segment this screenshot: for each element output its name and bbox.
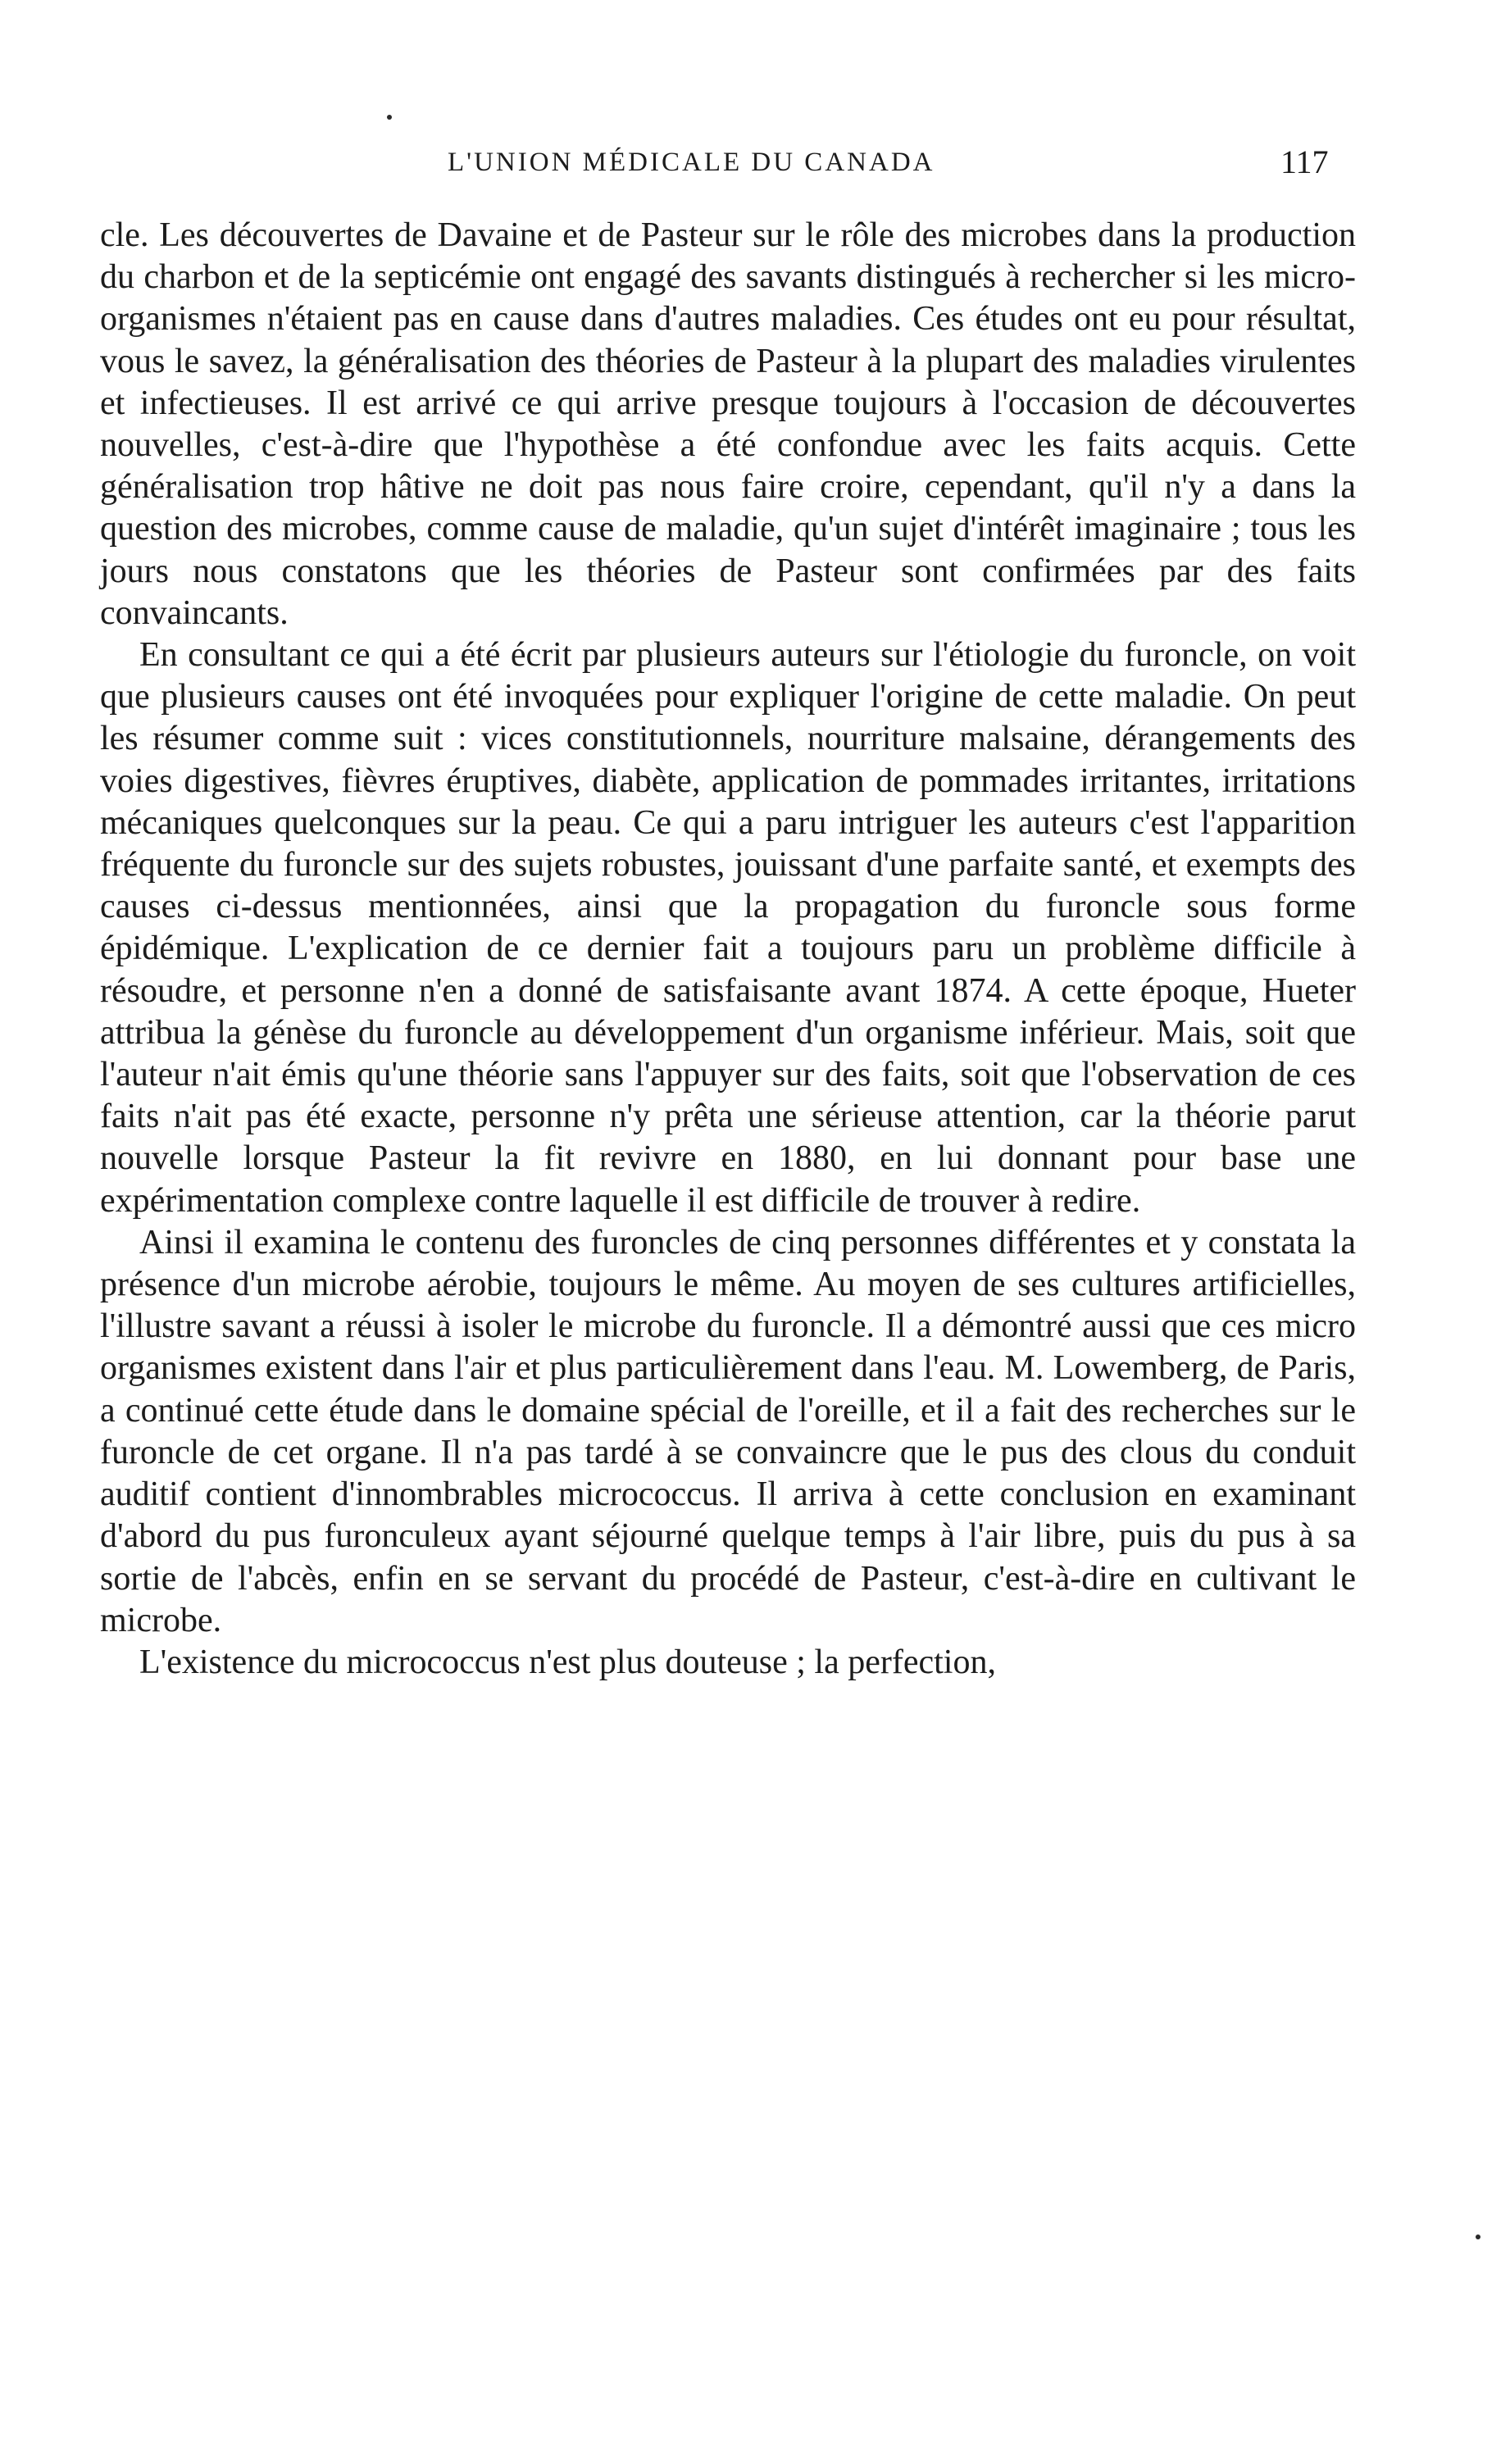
paragraph-3: Ainsi il examina le contenu des furoncles de cinq personnes différentes et y constata la présence d'un microbe aérobie, toujours le même. Au moyen de ses cultures artificielles, l'illustre savant a réussi à isoler le microbe du furoncle. Il a démontré aussi que ces micro organismes existent dans l'air et plus particulièrement dans l'eau. M. Lowemberg, de Paris, a continué cette étude dans le domaine spécial de l'oreille, et il a fait des recherches sur le furoncle de cet organe. Il n'a pas tardé à se convaincre que le pus des clous du conduit auditif contient d'innombrables micrococcus. Il arriva à cette conclusion en examinant d'abord du pus furonculeux ayant séjourné quelque temps à l'air libre, puis du pus à sa sortie de l'abcès, enfin en se servant du procédé de Pasteur, c'est-à-dire en cultivant le microbe. xyxy=(100,1223,1356,1639)
scan-speck xyxy=(387,115,392,120)
page-number: 117 xyxy=(1280,143,1329,180)
running-head xyxy=(0,143,1510,182)
paragraph-1: cle. Les découvertes de Davaine et de Pasteur sur le rôle des microbes dans la production du charbon et de la septicémie ont engagé des savants distingués à rechercher si les micro-organismes n'étaient pas en cause dans d'autres maladies. Ces études ont eu pour résultat, vous le savez, la généralisation des théories de Pasteur à la plupart des maladies virulentes et infectieuses. Il est arrivé ce qui arrive presque toujours à l'occasion de découvertes nouvelles, c'est-à-dire que l'hypothèse a été confondue avec les faits acquis. Cette généralisation trop hâtive ne doit pas nous faire croire, cependant, qu'il n'y a dans la question des microbes, comme cause de maladie, qu'un sujet d'intérêt imaginaire ; tous les jours nous constatons que les théories de Pasteur sont confirmées par des faits convaincants. xyxy=(100,216,1356,632)
body-text xyxy=(100,215,1356,1684)
paragraph-2: En consultant ce qui a été écrit par plusieurs auteurs sur l'étiologie du furoncle, on voit que plusieurs causes ont été invoquées pour expliquer l'origine de cette maladie. On peut les résumer comme suit : vices constitutionnels, nourriture malsaine, dérangements des voies digestives, fièvres éruptives, diabète, application de pommades irritantes, irritations mécaniques quelconques sur la peau. Ce qui a paru intriguer les auteurs c'est l'apparition fréquente du furoncle sur des sujets robustes, jouissant d'une parfaite santé, et exempts des causes ci-dessus mentionnées, ainsi que la propagation du furoncle sous forme épidémique. L'explication de ce dernier fait a toujours paru un problème difficile à résoudre, et personne n'en a donné de satisfaisante avant 1874. A cette époque, Hueter attribua la génèse du furoncle au développement d'un organisme inférieur. Mais, soit que l'auteur n'ait émis qu'une théorie sans l'appuyer sur des faits, soit que l'observation de ces faits n'ait pas été exacte, personne n'y prêta une sérieuse attention, car la théorie parut nouvelle lorsque Pasteur la fit revivre en 1880, en lui donnant pour base une expérimentation complexe contre laquelle il est difficile de trouver à redire. xyxy=(100,636,1356,1220)
paragraph-4: L'existence du micrococcus n'est plus douteuse ; la perfection, xyxy=(139,1643,996,1681)
scan-speck xyxy=(1476,2234,1480,2239)
running-title: L'UNION MÉDICALE DU CANADA xyxy=(448,148,935,177)
